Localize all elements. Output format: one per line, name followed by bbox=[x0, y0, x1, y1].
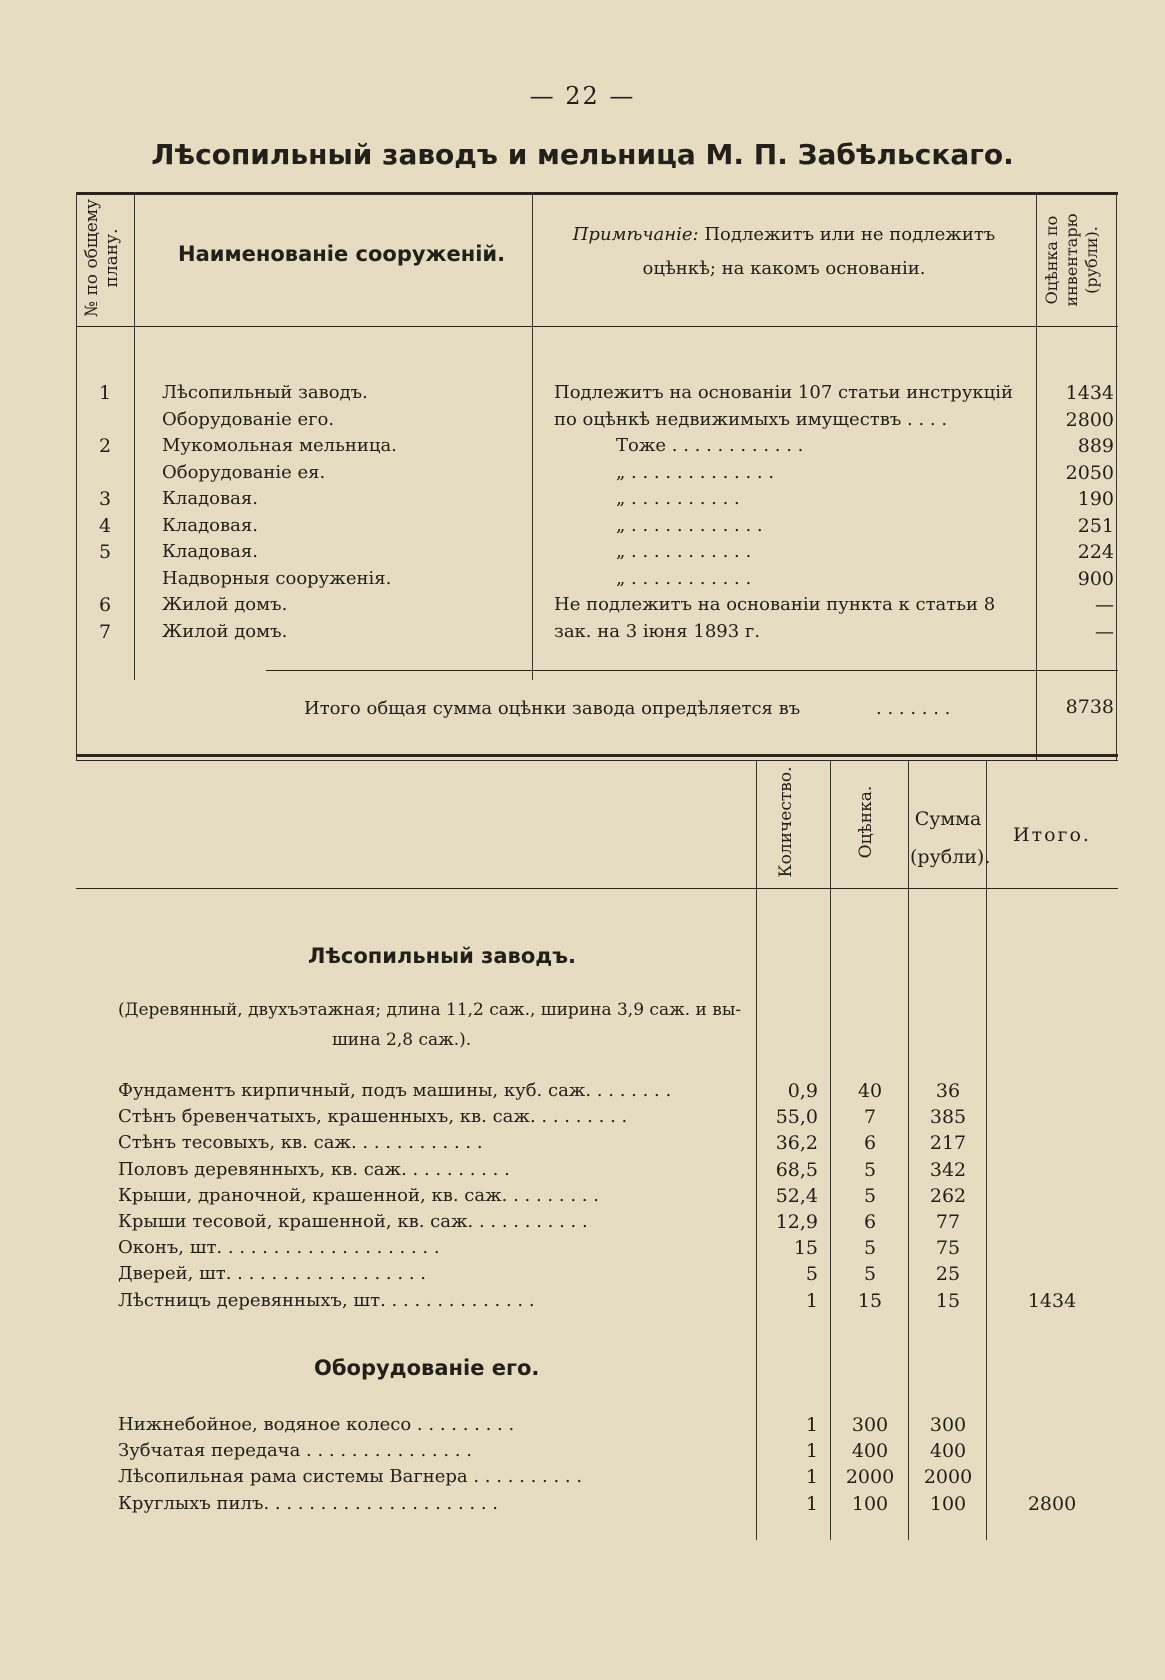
table-row-qty: 68,5 bbox=[775, 1158, 818, 1181]
row-note: „ . . . . . . . . . . bbox=[616, 488, 740, 509]
table-row-rate: 5 bbox=[863, 1158, 877, 1181]
rule-col-note bbox=[532, 192, 533, 680]
row-note: Не подлежитъ на основаніи пункта к статьи 8 bbox=[554, 594, 996, 615]
rule-header-bottom bbox=[76, 326, 1118, 327]
table-row-rate: 300 bbox=[851, 1414, 889, 1436]
table-row-qty: 1 bbox=[805, 1466, 818, 1489]
table-row-label: Оконъ, шт. . . . . . . . . . . . . . . . . . . . bbox=[118, 1237, 440, 1259]
row-name: Жилой домъ. bbox=[162, 620, 288, 642]
row-name: Оборудованіе его. bbox=[162, 408, 335, 430]
header-total: Итого. bbox=[1013, 824, 1091, 846]
row-no: 4 bbox=[98, 514, 112, 537]
row-name: Жилой домъ. bbox=[162, 594, 288, 615]
rule-col-no bbox=[76, 192, 77, 760]
table-row-rate: 5 bbox=[863, 1263, 877, 1286]
table-row-sum: 385 bbox=[929, 1106, 967, 1129]
rule-col-name bbox=[134, 192, 135, 680]
row-value: 1434 bbox=[1065, 382, 1114, 404]
table-row-total: 2800 bbox=[1027, 1492, 1077, 1515]
table-row-qty: 1 bbox=[805, 1289, 818, 1312]
table-row-qty: 1 bbox=[805, 1440, 818, 1463]
header-value: Оцѣнка по инвентарю (рубли). bbox=[1042, 213, 1101, 307]
header-sum-1: Сумма bbox=[914, 808, 982, 830]
rule-total-top bbox=[266, 670, 1118, 671]
rule-table2-top bbox=[76, 760, 1118, 761]
row-note: Подлежитъ на основаніи 107 статьи инструкцій bbox=[554, 382, 1013, 403]
table-row-rate: 6 bbox=[863, 1211, 877, 1233]
total-dots: . . . . . . . bbox=[876, 698, 951, 719]
section1-desc-2: шина 2,8 саж.). bbox=[332, 1030, 472, 1050]
table-row-sum: 400 bbox=[929, 1440, 967, 1463]
row-note: „ . . . . . . . . . . . . bbox=[616, 514, 763, 536]
table-row-sum: 25 bbox=[935, 1263, 961, 1286]
table-row-sum: 342 bbox=[929, 1158, 967, 1181]
table-row-sum: 2000 bbox=[923, 1466, 973, 1489]
rule-right bbox=[1116, 192, 1117, 760]
row-note: Тоже . . . . . . . . . . . . bbox=[616, 435, 804, 456]
table-row-label: Круглыхъ пилъ. . . . . . . . . . . . . . . . . . . . . bbox=[118, 1492, 499, 1514]
row-note: „ . . . . . . . . . . . bbox=[616, 541, 752, 562]
table-row-rate: 5 bbox=[863, 1237, 877, 1260]
row-no: 7 bbox=[98, 620, 112, 643]
row-value: — bbox=[1095, 594, 1114, 616]
row-name: Лѣсопильный заводъ. bbox=[162, 382, 368, 403]
rule-col-qty bbox=[756, 760, 757, 1540]
page-number: — 22 — bbox=[529, 82, 636, 110]
header-sum-2: (рубли). bbox=[910, 846, 991, 868]
table-row-rate: 5 bbox=[863, 1184, 877, 1207]
row-no: 2 bbox=[98, 435, 112, 457]
row-value: 251 bbox=[1077, 514, 1114, 537]
table-row-rate: 400 bbox=[851, 1440, 889, 1463]
row-value: 2050 bbox=[1065, 461, 1114, 484]
header-qty: Количество. bbox=[776, 766, 796, 878]
header-note-label: Примѣчаніе: bbox=[572, 224, 699, 245]
table-row-label: Стѣнъ тесовыхъ, кв. саж. . . . . . . . . . . . bbox=[118, 1132, 483, 1154]
table-row-sum: 300 bbox=[929, 1414, 967, 1436]
section1-title: Лѣсопильный заводъ. bbox=[308, 944, 576, 968]
table-row-qty: 55,0 bbox=[775, 1106, 818, 1129]
row-value: — bbox=[1095, 620, 1114, 643]
section2-title: Оборудованіе его. bbox=[314, 1356, 540, 1380]
table-row-label: Нижнебойное, водяное колесо . . . . . . . . . bbox=[118, 1414, 515, 1435]
header-note bbox=[536, 218, 1032, 286]
row-value: 889 bbox=[1077, 435, 1114, 457]
row-name: Кладовая. bbox=[162, 514, 258, 536]
table-row-rate: 2000 bbox=[845, 1466, 895, 1489]
row-name: Кладовая. bbox=[162, 488, 258, 509]
row-no: 1 bbox=[98, 382, 112, 404]
row-value: 224 bbox=[1077, 541, 1114, 563]
header-note-text-1: Подлежитъ или не подлежитъ bbox=[704, 224, 996, 245]
table-row-qty: 1 bbox=[805, 1492, 818, 1515]
section1-desc-1: (Деревянный, двухъэтажная; длина 11,2 саж., ширина 3,9 саж. и вы- bbox=[118, 1000, 742, 1020]
table-row-sum: 100 bbox=[929, 1492, 967, 1515]
total-value: 8738 bbox=[1065, 696, 1114, 718]
table-row-label: Крыши, драночной, крашенной, кв. саж. . . . . . . . . bbox=[118, 1184, 599, 1206]
table-row-qty: 36,2 bbox=[775, 1132, 818, 1155]
table-row-label: Лѣстницъ деревянныхъ, шт. . . . . . . . . . . . . . bbox=[118, 1289, 535, 1311]
rule-col-sum bbox=[908, 760, 909, 1540]
row-value: 190 bbox=[1077, 488, 1114, 510]
rule-table2-header-bottom bbox=[76, 888, 1118, 889]
table-row-qty: 52,4 bbox=[775, 1184, 818, 1207]
table-row-qty: 15 bbox=[793, 1237, 818, 1260]
table-row-sum: 15 bbox=[935, 1289, 961, 1312]
rule-top bbox=[76, 192, 1118, 195]
table-row-total: 1434 bbox=[1027, 1289, 1077, 1312]
table-row-sum: 75 bbox=[935, 1237, 961, 1260]
table-row-rate: 100 bbox=[851, 1492, 889, 1515]
row-note: зак. на 3 іюня 1893 г. bbox=[554, 620, 761, 642]
rule-col-rate bbox=[830, 760, 831, 1540]
table-row-label: Дверей, шт. . . . . . . . . . . . . . . . . . bbox=[118, 1263, 426, 1285]
row-name: Оборудованіе ея. bbox=[162, 461, 326, 483]
table-row-label: Крыши тесовой, крашенной, кв. саж. . . . . . . . . . . bbox=[118, 1211, 588, 1232]
row-name: Надворныя сооруженія. bbox=[162, 567, 392, 589]
table-row-rate: 6 bbox=[863, 1132, 877, 1155]
table-row-qty: 5 bbox=[805, 1263, 818, 1286]
table-row-label: Стѣнъ бревенчатыхъ, крашенныхъ, кв. саж. . . . . . . . . bbox=[118, 1106, 628, 1128]
table-row-rate: 7 bbox=[863, 1106, 877, 1129]
table-row-qty: 12,9 bbox=[775, 1211, 818, 1233]
total-label: Итого общая сумма оцѣнки завода опредѣляется въ bbox=[304, 698, 801, 719]
table-row-sum: 262 bbox=[929, 1184, 967, 1207]
table-row-qty: 1 bbox=[805, 1414, 818, 1436]
header-no: № по общему плану. bbox=[82, 198, 122, 318]
table-row-qty: 0,9 bbox=[787, 1080, 818, 1102]
table-row-sum: 217 bbox=[929, 1132, 967, 1155]
row-no: 3 bbox=[98, 488, 112, 510]
rule-col-value bbox=[1036, 192, 1037, 760]
row-name: Кладовая. bbox=[162, 541, 258, 562]
table-row-rate: 40 bbox=[857, 1080, 883, 1102]
header-rate: Оцѣнка. bbox=[856, 785, 876, 859]
row-note: „ . . . . . . . . . . . . . bbox=[616, 461, 775, 483]
header-name: Наименованіе сооруженій. bbox=[178, 242, 506, 266]
row-no: 5 bbox=[98, 541, 112, 563]
header-note-text-2: оцѣнкѣ; на какомъ основаніи. bbox=[642, 258, 926, 279]
rule-table1-bottom bbox=[76, 754, 1118, 757]
row-value: 2800 bbox=[1065, 408, 1114, 431]
table-row-label: Половъ деревянныхъ, кв. саж. . . . . . . . . . bbox=[118, 1158, 510, 1180]
inventory-table bbox=[76, 192, 1118, 1542]
table-row-label: Зубчатая передача . . . . . . . . . . . . . . . bbox=[118, 1440, 472, 1462]
row-note: „ . . . . . . . . . . . bbox=[616, 567, 752, 589]
table-row-label: Фундаментъ кирпичный, подъ машины, куб. саж. . . . . . . . bbox=[118, 1080, 672, 1101]
page-title: Лѣсопильный заводъ и мельница М. П. Забѣльскаго. bbox=[151, 138, 1014, 171]
rule-col-total bbox=[986, 760, 987, 1540]
table-row-sum: 36 bbox=[935, 1080, 961, 1102]
table-row-label: Лѣсопильная рама системы Вагнера . . . . . . . . . . bbox=[118, 1466, 583, 1488]
table-row-rate: 15 bbox=[857, 1289, 883, 1312]
row-value: 900 bbox=[1077, 567, 1114, 590]
table-row-sum: 77 bbox=[935, 1211, 961, 1233]
header-sum bbox=[910, 800, 991, 876]
row-note: по оцѣнкѣ недвижимыхъ имуществъ . . . . bbox=[554, 408, 948, 430]
row-no: 6 bbox=[98, 594, 112, 616]
row-name: Мукомольная мельница. bbox=[162, 435, 397, 456]
